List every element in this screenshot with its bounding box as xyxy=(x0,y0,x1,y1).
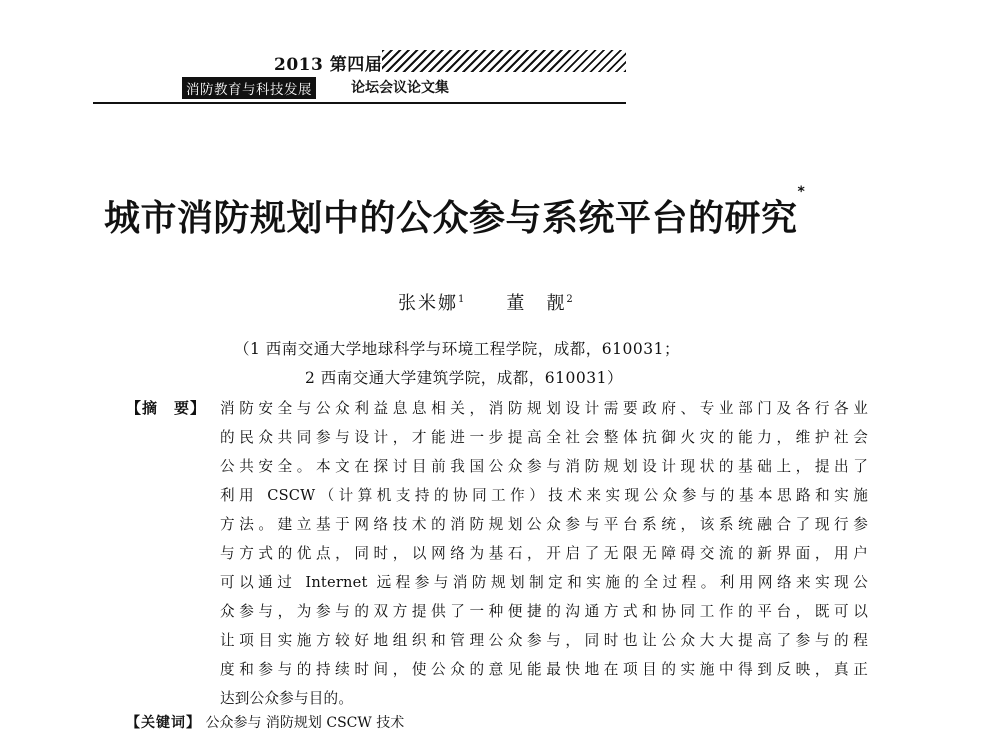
abstract-line: 让项目实施方较好地组织和管理公众参与，同时也让公众大大提高了参与的程 xyxy=(220,632,868,649)
affiliation-line: 2 西南交通大学建筑学院，成都，610031） xyxy=(305,369,623,387)
author-affil-index: 2 xyxy=(566,294,575,305)
keywords-text: 公众参与 消防规划 CSCW 技术 xyxy=(205,715,405,731)
author-name: 张米娜 xyxy=(398,293,458,314)
abstract-line: 的民众共同参与设计，才能进一步提高全社会整体抗御火灾的能力，维护社会 xyxy=(220,429,868,446)
header-series-band: 消防教育与科技发展 xyxy=(182,77,316,99)
keywords-row xyxy=(126,712,404,732)
abstract-label: 【摘 要】 xyxy=(126,399,207,417)
header-rule xyxy=(93,102,626,104)
abstract-body xyxy=(220,394,868,713)
abstract-line: 方法。建立基于网络技术的消防规划公众参与平台系统，该系统融合了现行参 xyxy=(220,516,868,533)
abstract-line: 与方式的优点，同时，以网络为基石，开启了无限无障碍交流的新界面，用户 xyxy=(220,545,868,562)
keywords-label: 【关键词】 xyxy=(126,715,201,731)
affiliation-line: （1 西南交通大学地球科学与环境工程学院，成都，610031； xyxy=(234,340,680,358)
paper-title-mark: * xyxy=(797,184,806,200)
author-name: 董 靓 xyxy=(506,293,567,314)
abstract-line: 公共安全。本文在探讨目前我国公众参与消防规划设计现状的基础上，提出了 xyxy=(220,458,868,475)
author-affil-index: 1 xyxy=(458,294,467,305)
header-hatch-decoration xyxy=(382,50,626,72)
header-year-edition: 2013 第四届 xyxy=(274,55,383,75)
abstract-line: 达到公众参与目的。 xyxy=(220,690,354,707)
abstract-line: 可以通过 Internet 远程参与消防规划制定和实施的全过程。利用网络来实现公 xyxy=(220,574,868,591)
paper-title-text: 城市消防规划中的公众参与系统平台的研究 xyxy=(104,198,798,239)
header-subtitle: 论坛会议论文集 xyxy=(351,80,449,96)
abstract-line: 消防安全与公众利益息息相关，消防规划设计需要政府、专业部门及各行各业 xyxy=(220,400,868,417)
author-list xyxy=(398,289,575,315)
abstract-line: 众参与，为参与的双方提供了一种便捷的沟通方式和协同工作的平台，既可以 xyxy=(220,603,868,620)
abstract-line: 利用 CSCW（计算机支持的协同工作）技术来实现公众参与的基本思路和实施 xyxy=(220,487,868,504)
paper-title xyxy=(104,184,806,241)
abstract-line: 度和参与的持续时间，使公众的意见能最快地在项目的实施中得到反映，真正 xyxy=(220,661,868,678)
